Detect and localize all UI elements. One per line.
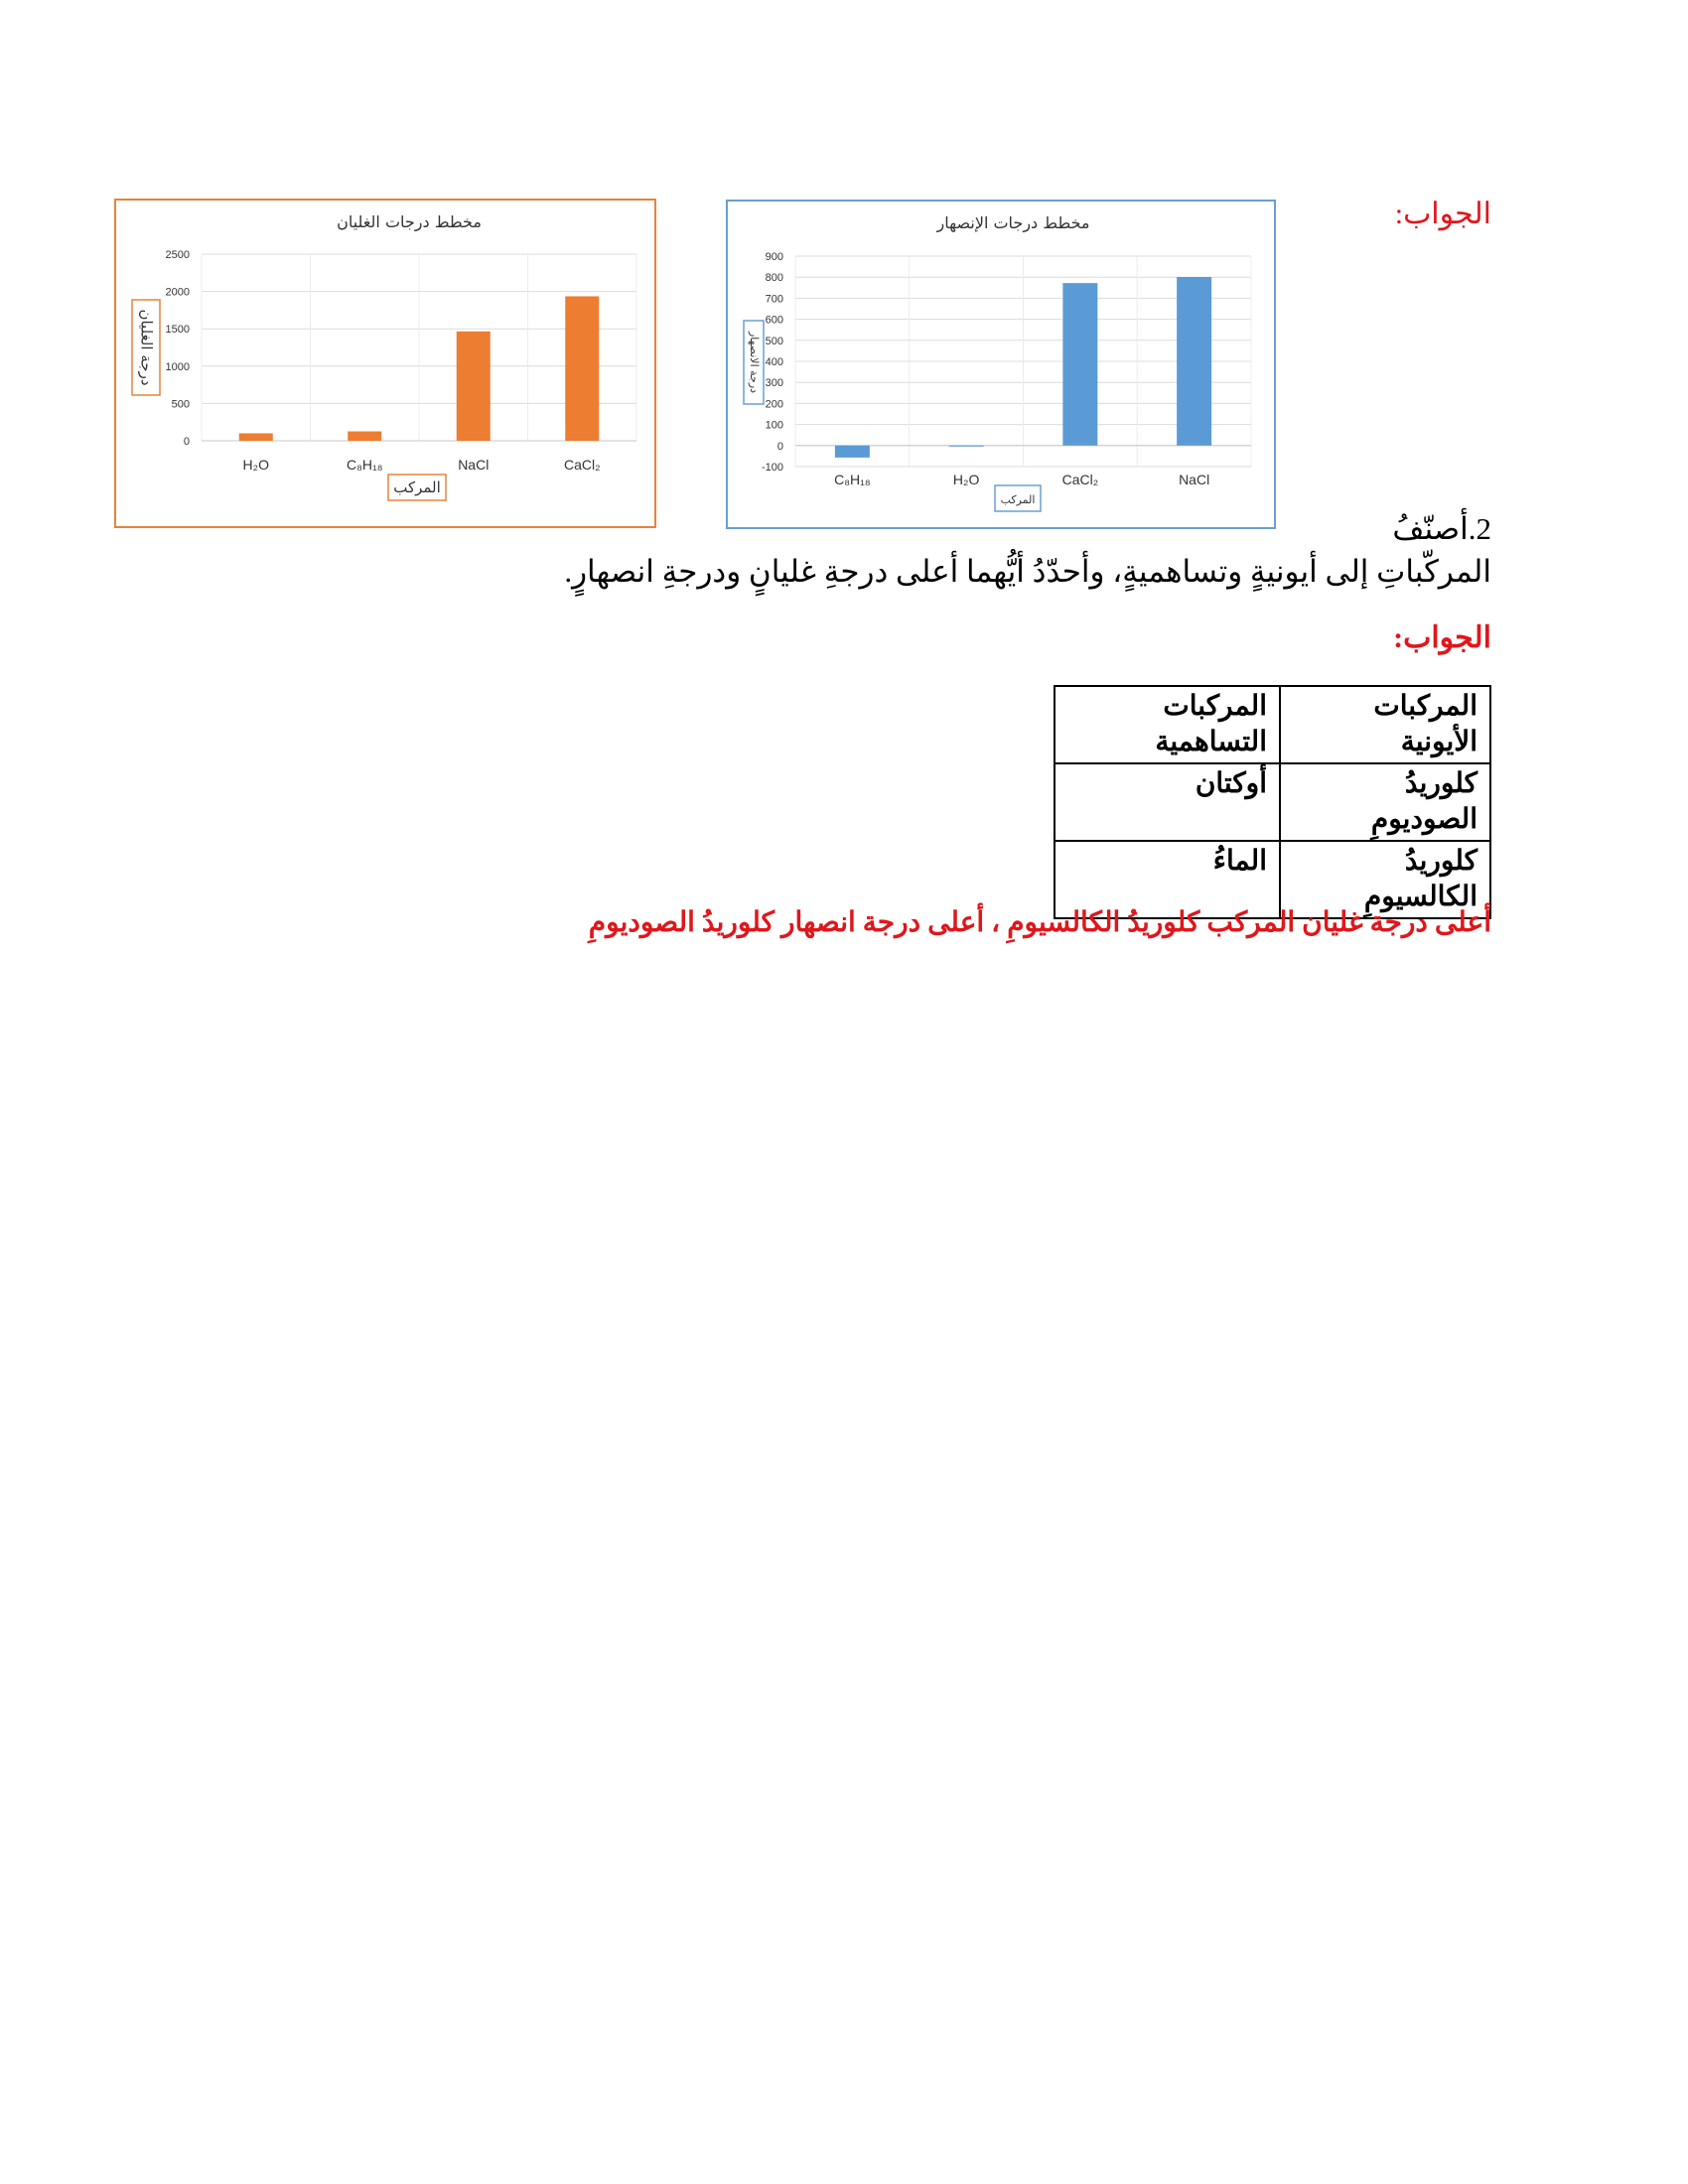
answer-label: الجواب: xyxy=(1394,198,1491,230)
boiling-chart-svg xyxy=(116,201,654,526)
question-text: المركّباتِ إلى أيونيةٍ وتساهميةٍ، وأحدّدُ أيُّهما أعلى درجةِ غليانٍ ودرجةِ انصهارٍ. xyxy=(564,554,1491,589)
table-header-row xyxy=(1055,686,1490,763)
y-tick-label: 500 xyxy=(171,398,190,411)
x-tick-label: CaCl₂ xyxy=(563,457,601,473)
bar xyxy=(1177,277,1211,446)
compounds-table xyxy=(1054,685,1491,919)
bar xyxy=(949,446,984,447)
y-tick-label: 2000 xyxy=(165,286,190,299)
table-cell: كلوريدُ الصوديومِ xyxy=(1280,763,1490,841)
x-tick-label: C₈H₁₈ xyxy=(834,472,871,487)
y-tick-label: 200 xyxy=(765,398,783,411)
table-cell: أوكتان xyxy=(1055,763,1280,841)
table-row xyxy=(1055,763,1490,841)
table-cell: كلوريدُ الكالسيومِ xyxy=(1280,841,1490,918)
melting-point-chart xyxy=(726,200,1276,529)
table-header-covalent: المركبات التساهمية xyxy=(1055,686,1280,763)
bar xyxy=(457,332,491,441)
x-tick-label: H₂O xyxy=(242,457,269,473)
answer-label: الجواب: xyxy=(1393,621,1491,654)
bar xyxy=(239,433,273,441)
table-header-ionic: المركبات الأيونية xyxy=(1280,686,1490,763)
x-tick-label: NaCl xyxy=(1179,472,1210,487)
y-axis-label: درجة الغليان xyxy=(137,309,156,386)
x-axis-label: المركب xyxy=(393,478,441,496)
conclusion-text: أعلى درجة غليان المركب كلوريدُ الكالسيومِ ، أعلى درجة انصهار كلوريدُ الصوديومِ xyxy=(588,907,1491,938)
y-tick-label: 100 xyxy=(765,419,783,432)
bar xyxy=(565,296,599,441)
x-tick-label: NaCl xyxy=(458,457,490,473)
y-tick-label: 900 xyxy=(765,251,783,263)
x-tick-label: CaCl₂ xyxy=(1061,472,1099,487)
melting-chart-svg xyxy=(728,202,1274,527)
y-tick-label: 800 xyxy=(765,272,783,285)
y-tick-label: 300 xyxy=(765,377,783,390)
bar xyxy=(348,432,381,441)
x-tick-label: H₂O xyxy=(952,472,980,487)
bar xyxy=(1062,283,1097,446)
x-axis-label: المركب xyxy=(1000,493,1036,506)
y-tick-label: 700 xyxy=(765,293,783,306)
y-tick-label: 2500 xyxy=(165,249,190,261)
y-tick-label: 1500 xyxy=(165,324,190,337)
y-tick-label: 0 xyxy=(776,440,783,453)
y-tick-label: 400 xyxy=(765,356,783,368)
chart-title: مخطط درجات الغليان xyxy=(337,212,482,231)
chart-title: مخطط درجات الإنصهار xyxy=(936,213,1090,232)
y-tick-label: 500 xyxy=(765,335,783,347)
y-tick-label: 1000 xyxy=(165,360,190,373)
bar xyxy=(835,446,870,458)
question-number: 2.أصنّفُ xyxy=(1392,511,1491,546)
y-tick-label: 0 xyxy=(183,436,190,448)
table-cell: الماءُ xyxy=(1055,841,1280,918)
y-axis-label: درجة الانصهار xyxy=(748,331,761,394)
y-tick-label: -100 xyxy=(761,462,783,474)
x-tick-label: C₈H₁₈ xyxy=(346,457,383,473)
y-tick-label: 600 xyxy=(765,314,783,327)
boiling-point-chart xyxy=(114,199,656,528)
